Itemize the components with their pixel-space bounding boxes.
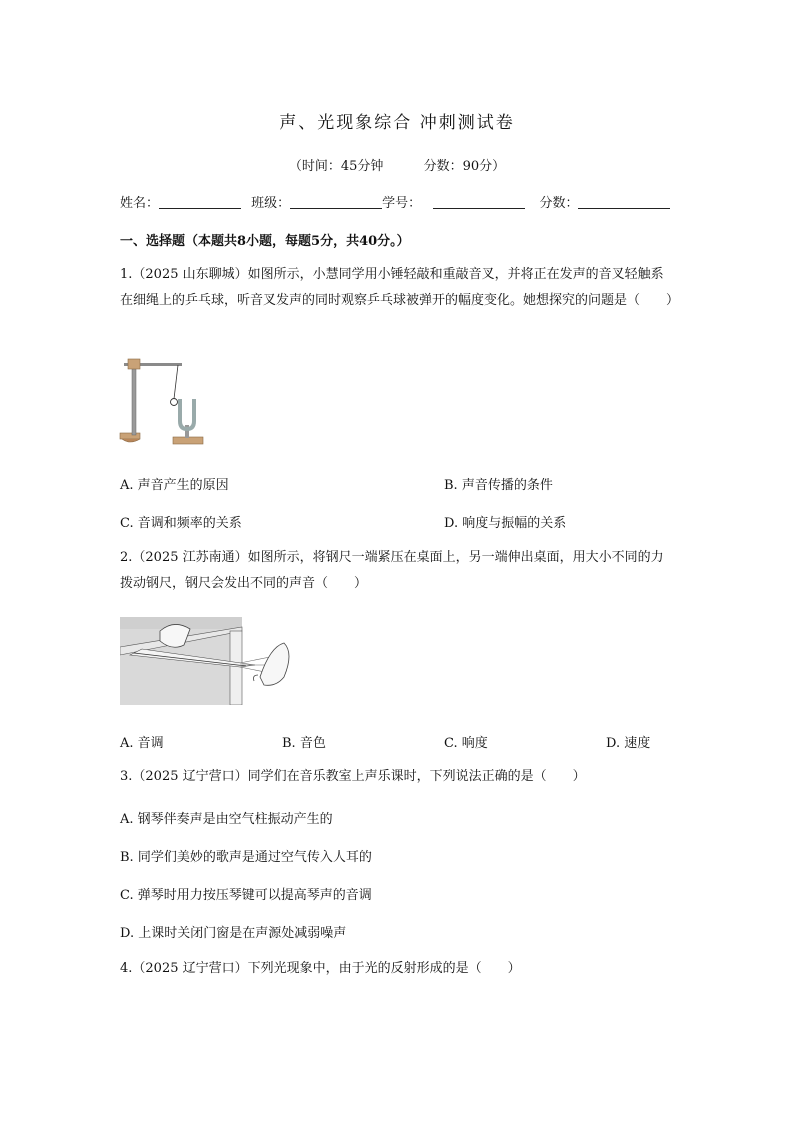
q2-option-b[interactable]: B. 音色: [282, 736, 326, 751]
score-blank[interactable]: [578, 195, 670, 209]
q1-option-b[interactable]: B. 声音传播的条件: [444, 478, 553, 493]
q3-option-b[interactable]: B. 同学们美妙的歌声是通过空气传入人耳的: [120, 850, 372, 865]
student-info: [120, 192, 675, 211]
q3-option-a[interactable]: A. 钢琴伴奏声是由空气柱振动产生的: [120, 812, 333, 827]
q1-option-a[interactable]: A. 声音产生的原因: [120, 478, 229, 493]
steel-ruler-figure: [120, 617, 295, 705]
question-1-text: 1.（2025 山东聊城）如图所示，小慧同学用小锤轻敲和重敲音叉，并将正在发声的音叉轻触系在细绳上的乒乓球，听音叉发声的同时观察乒乓球被弹开的幅度变化。她想探究的问题是（ ）: [120, 267, 680, 308]
id-label: 学号：: [382, 196, 422, 211]
q2-option-a[interactable]: A. 音调: [120, 736, 164, 751]
name-label: 姓名：: [120, 196, 160, 211]
score-label: 分数：: [539, 196, 579, 211]
question-2-text: 2.（2025 江苏南通）如图所示，将钢尺一端紧压在桌面上，另一端伸出桌面，用大小不同的力拨动钢尺，钢尺会发出不同的声音（ ）: [120, 550, 664, 591]
q2-option-c[interactable]: C. 响度: [444, 736, 488, 751]
exam-meta: [0, 155, 794, 174]
exam-time: （时间：45分钟: [288, 159, 384, 174]
question-3-text: 3.（2025 辽宁营口）同学们在音乐教室上声乐课时，下列说法正确的是（ ）: [120, 769, 586, 784]
q3-option-d[interactable]: D. 上课时关闭门窗是在声源处减弱噪声: [120, 926, 347, 941]
class-blank[interactable]: [290, 195, 382, 209]
q1-option-c[interactable]: C. 音调和频率的关系: [120, 516, 242, 531]
exam-score: 分数：90分）: [423, 159, 506, 174]
question-4-text: 4.（2025 辽宁营口）下列光现象中，由于光的反射形成的是（ ）: [120, 961, 521, 976]
name-blank[interactable]: [159, 195, 241, 209]
class-label: 班级：: [251, 196, 291, 211]
q2-option-d[interactable]: D. 速度: [606, 736, 651, 751]
page-title: 声、光现象综合 冲刺测试卷: [279, 113, 515, 133]
q3-option-c[interactable]: C. 弹琴时用力按压琴键可以提高琴声的音调: [120, 888, 372, 903]
id-blank[interactable]: [433, 195, 525, 209]
q1-option-d[interactable]: D. 响度与振幅的关系: [444, 516, 567, 531]
tuning-fork-figure: [118, 355, 208, 447]
section-heading: 一、选择题（本题共8小题，每题5分，共40分。）: [120, 234, 410, 249]
